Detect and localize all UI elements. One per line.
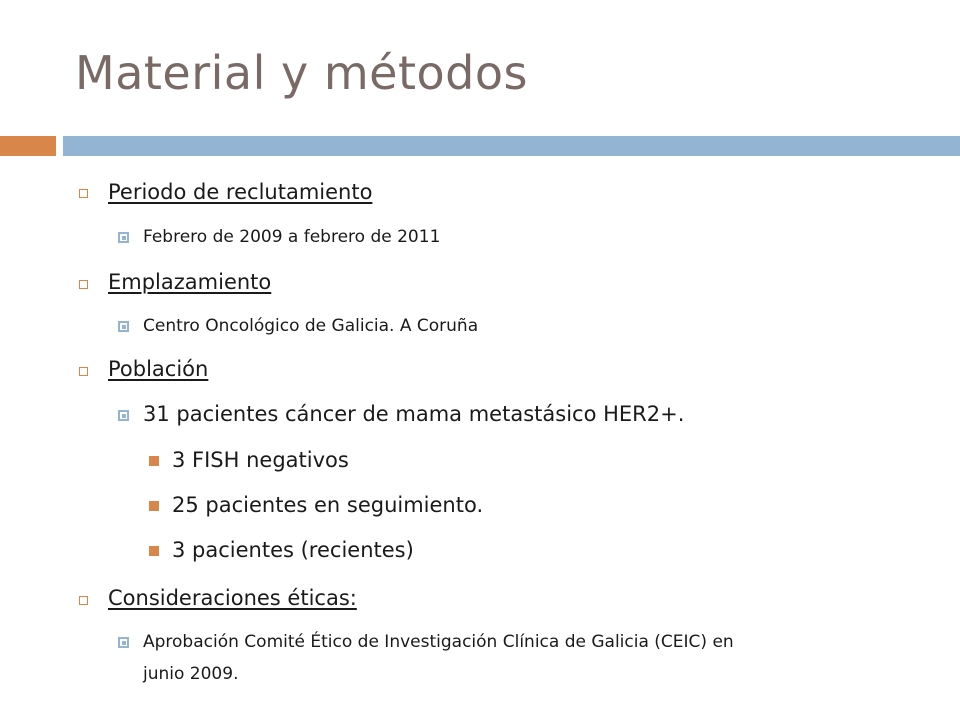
accent-bar-orange: [0, 136, 56, 156]
square-bullet-icon: [118, 410, 129, 421]
list-item: Febrero de 2009 a febrero de 2011: [143, 227, 441, 247]
square-bullet-icon: [79, 189, 88, 198]
list-item: Centro Oncológico de Galicia. A Coruña: [143, 316, 479, 336]
square-bullet-icon: [118, 232, 129, 243]
list-item: 3 pacientes (recientes): [172, 538, 414, 562]
heading-emplazamiento: Emplazamiento: [108, 270, 272, 294]
square-bullet-icon: [79, 280, 88, 289]
square-bullet-icon: [149, 501, 159, 511]
accent-bar-blue: [63, 136, 960, 156]
list-item: 3 FISH negativos: [172, 448, 349, 472]
list-item: Aprobación Comité Ético de Investigación Clínica de Galicia (CEIC) en: [143, 632, 734, 652]
list-item: junio 2009.: [143, 664, 239, 684]
heading-consideraciones: Consideraciones éticas:: [108, 586, 357, 610]
square-bullet-icon: [118, 321, 129, 332]
heading-periodo: Periodo de reclutamiento: [108, 180, 373, 204]
list-item: 31 pacientes cáncer de mama metastásico HER2+.: [143, 402, 685, 426]
list-item: 25 pacientes en seguimiento.: [172, 493, 484, 517]
square-bullet-icon: [118, 637, 129, 648]
square-bullet-icon: [149, 456, 159, 466]
square-bullet-icon: [79, 596, 88, 605]
heading-poblacion: Población: [108, 357, 209, 381]
slide-title: Material y métodos: [75, 46, 528, 100]
square-bullet-icon: [149, 546, 159, 556]
square-bullet-icon: [79, 367, 88, 376]
